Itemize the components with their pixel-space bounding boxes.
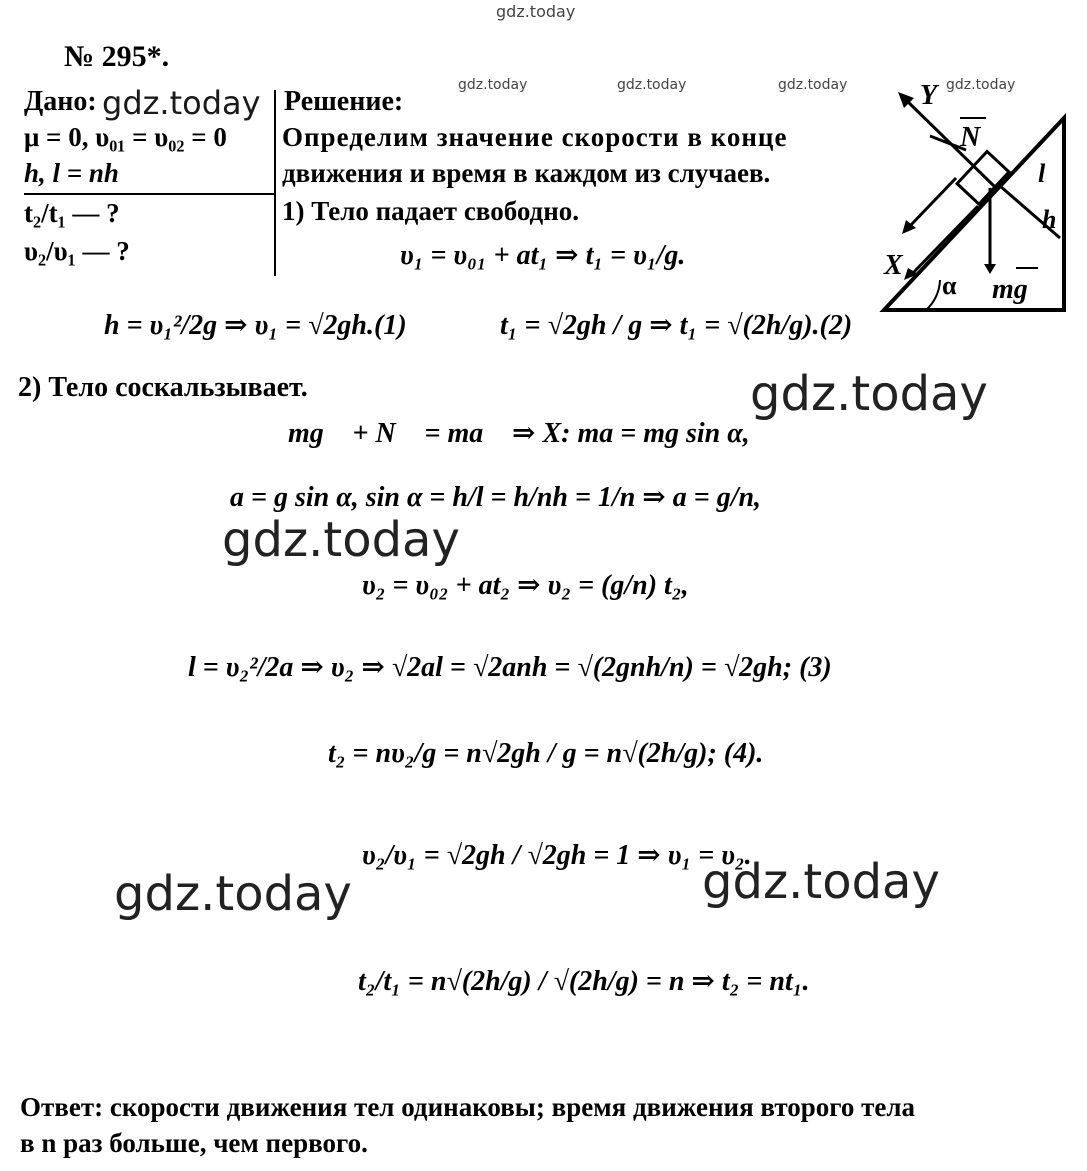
equation-8: t₂ = nυ₂/g = n√2gh / g = n√(2h/g); (4). bbox=[328, 738, 764, 769]
watermark-big: gdz.today bbox=[222, 512, 460, 568]
axis-x-arrow bbox=[908, 178, 956, 228]
case-2-heading: 2) Тело соскальзывает. bbox=[18, 372, 308, 403]
equation-5: a = g sin α, sin α = h/l = h/nh = 1/n ⇒ a = g/n, bbox=[230, 482, 762, 513]
answer-line-2: в n раз больше, чем первого. bbox=[20, 1128, 368, 1158]
watermark-given: gdz.today bbox=[102, 84, 261, 122]
solution-intro-1: Определим значение скорости в конце bbox=[282, 122, 788, 152]
watermark-small: gdz.today bbox=[778, 77, 848, 93]
watermark-small: gdz.today bbox=[946, 77, 1016, 93]
watermark-small: gdz.today bbox=[617, 77, 687, 93]
equation-4: mg⃗ + N⃗ = ma⃗ ⇒ X: ma = mg sin α, bbox=[288, 418, 750, 449]
label-y: Y bbox=[920, 80, 938, 111]
solution-intro-2: движения и время в каждом из случаев. bbox=[282, 158, 771, 188]
equation-7: l = υ₂²/2a ⇒ υ₂ ⇒ √2al = √2anh = √(2gnh/n) = √2gh; (3) bbox=[188, 652, 832, 683]
solution-title: Решение: bbox=[284, 86, 404, 117]
given-divider bbox=[24, 193, 274, 195]
watermark-top: gdz.today bbox=[496, 2, 576, 21]
watermark-small: gdz.today bbox=[458, 77, 528, 93]
equation-3: t₁ = √2gh / g ⇒ t₁ = √(2h/g).(2) bbox=[500, 310, 853, 341]
equation-1: υ₁ = υ₀₁ + at₁ ⇒ t₁ = υ₁/g. bbox=[400, 240, 686, 271]
angle-arc bbox=[926, 280, 940, 310]
label-h: h bbox=[1042, 205, 1057, 234]
equation-10: t₂/t₁ = n√(2h/g) / √(2h/g) = n ⇒ t₂ = nt₁. bbox=[358, 966, 810, 997]
label-n: N bbox=[960, 122, 981, 153]
given-vertical-rule bbox=[274, 90, 276, 276]
inclined-plane-diagram bbox=[870, 78, 1070, 318]
label-mg: mg bbox=[992, 274, 1028, 305]
watermark-big: gdz.today bbox=[750, 366, 988, 422]
equation-2: h = υ₁²/2g ⇒ υ₁ = √2gh.(1) bbox=[104, 310, 407, 341]
problem-number: № 295*. bbox=[64, 40, 170, 73]
label-x: X bbox=[884, 250, 903, 281]
watermark-big: gdz.today bbox=[702, 854, 940, 910]
answer-line-1: Ответ: скорости движения тел одинаковы; время движения второго тела bbox=[20, 1092, 915, 1122]
given-line-2: h, l = nh bbox=[24, 158, 119, 188]
given-title: Дано: bbox=[24, 86, 97, 117]
watermark-big: gdz.today bbox=[114, 866, 352, 922]
label-l: l bbox=[1038, 159, 1046, 188]
given-line-1: μ = 0, υ₀₁ = υ₀₂ = 0 bbox=[24, 122, 227, 152]
case-1-heading: 1) Тело падает свободно. bbox=[282, 196, 580, 226]
equation-6: υ₂ = υ₀₂ + at₂ ⇒ υ₂ = (g/n) t₂, bbox=[362, 570, 689, 601]
find-line-2: υ₂/υ₁ — ? bbox=[24, 236, 130, 266]
equation-9: υ₂/υ₁ = √2gh / √2gh = 1 ⇒ υ₁ = υ₂. bbox=[362, 840, 752, 871]
find-line-1: t₂/t₁ — ? bbox=[24, 198, 120, 228]
label-alpha: α bbox=[942, 271, 957, 300]
